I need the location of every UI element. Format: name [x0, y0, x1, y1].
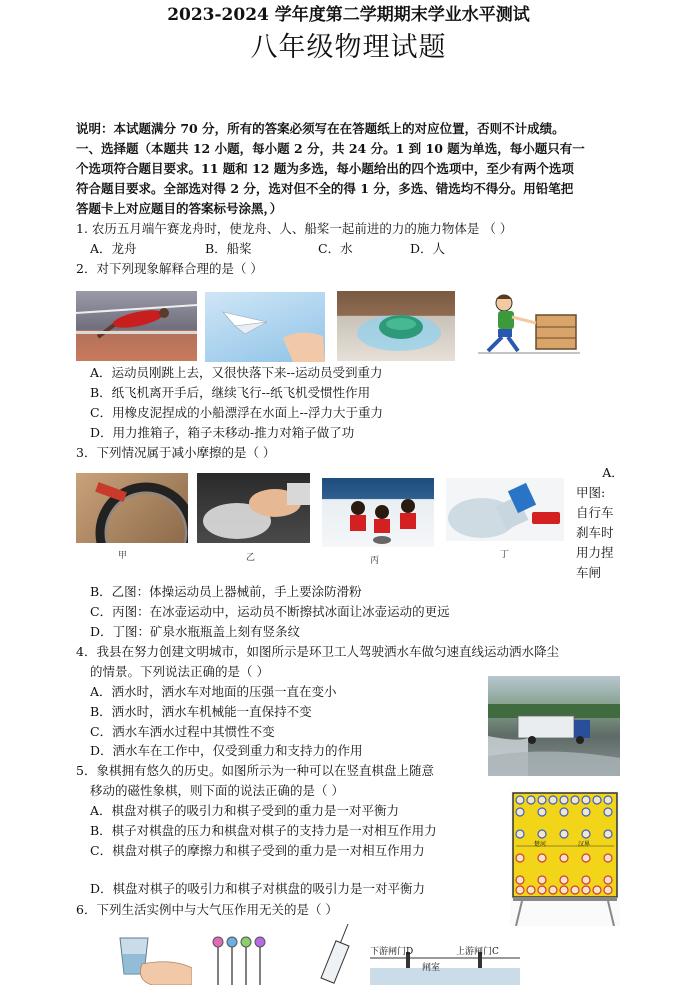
question-2-option-c: C．用橡皮泥捏成的小船漂浮在水面上--浮力大于重力 [90, 405, 384, 420]
question-3-stem: 3．下列情况属于减小摩擦的是（ ） [76, 445, 276, 460]
question-5-stem-line-2: 移动的磁性象棋，则下面的说法正确的是（ ） [90, 783, 344, 798]
chess-piece [571, 796, 579, 804]
chess-piece [516, 876, 524, 884]
lock-label-upstream-gate: 上游闸门C [456, 947, 499, 957]
chess-piece [516, 796, 524, 804]
question-2-option-b: B．纸飞机离开手后，继续飞行--纸飞机受惯性作用 [90, 385, 371, 400]
section-instructions-line-3: 符合题目要求。全部选对得 2 分，选对但不全的得 1 分，多选、错选均不得分。用铅笔把 [76, 181, 574, 196]
section-instructions-line-2: 个选项符合题目要求。11 题和 12 题为多选，每小题给出的四个选项中，至少有两个选项 [76, 161, 574, 176]
question-4-option-c: C．洒水车洒水过程中其惯性不变 [90, 724, 275, 739]
high-jump-photo [76, 291, 197, 361]
exam-subject-title: 八年级物理试题 [250, 32, 447, 63]
chess-piece [582, 876, 590, 884]
question-4-option-d: D．洒水车在工作中，仅受到重力和支持力的作用 [90, 743, 363, 758]
question-5-option-c: C．棋盘对棋子的摩擦力和棋子受到的重力是一对相互作用力 [90, 843, 425, 858]
chess-piece [516, 808, 524, 816]
chess-piece [560, 830, 568, 838]
question-4-stem-line-1: 4．我县在努力创建文明城市，如图所示是环卫工人驾驶洒水车做匀速直线运动洒水降尘 [76, 644, 559, 659]
chess-piece [604, 808, 612, 816]
bicycle-brake-photo [76, 473, 188, 543]
question-4-option-b: B．洒水时，洒水车机械能一直保持不变 [90, 704, 312, 719]
chess-piece [538, 830, 546, 838]
chess-piece [582, 796, 590, 804]
instructions-note: 说明：本试题满分 70 分，所有的答案必须写在在答题纸上的对应位置，否则不计成绩。 [76, 121, 565, 136]
chess-piece [604, 886, 612, 894]
chess-piece [582, 830, 590, 838]
chess-river-label-2: 汉界 [578, 841, 591, 848]
question-5-option-d: D．棋盘对棋子的吸引力和棋子对棋盘的吸引力是一对平衡力 [90, 881, 426, 896]
magnetic-chess-board-photo [510, 790, 620, 926]
question-5-option-a: A．棋盘对棋子的吸引力和棋子受到的重力是一对平衡力 [90, 803, 400, 818]
lock-label-chamber: 闸室 [422, 963, 441, 973]
chess-piece [604, 876, 612, 884]
chess-piece [560, 876, 568, 884]
figure-caption-yi: 乙 [246, 553, 256, 563]
chess-piece [549, 796, 557, 804]
question-2-option-a: A．运动员刚跳上去，又很快落下来--运动员受到重力 [90, 365, 383, 380]
question-1-option-c: C．水 [318, 241, 353, 256]
question-1-option-d: D．人 [410, 241, 446, 256]
question-3-option-c: C．丙图：在冰壶运动中，运动员不断擦拭冰面让冰壶运动的更远 [90, 604, 450, 619]
question-1-option-a: A．龙舟 [90, 241, 137, 256]
section-instructions-line-1: 一、选择题（本题共 12 小题，每小题 2 分，共 24 分。1 到 10 题为单选，每小题只有一 [76, 141, 585, 156]
question-3-option-a-line-2: 自行车 [576, 505, 614, 520]
chess-piece [538, 876, 546, 884]
question-1-option-b: B．船桨 [205, 241, 252, 256]
chess-piece [538, 796, 546, 804]
boy-pushing-box-illustration [478, 289, 580, 361]
chess-piece [604, 830, 612, 838]
chess-piece [516, 886, 524, 894]
question-3-option-a-label: A． [602, 465, 624, 480]
cup-on-hand-illustration [112, 934, 192, 985]
chess-river-label-1: 楚河 [534, 841, 547, 848]
question-6-stem: 6．下列生活实例中与大气压作用无关的是（ ） [76, 902, 338, 917]
sprinkler-truck-photo [488, 676, 620, 776]
question-5-option-b: B．棋子对棋盘的压力和棋盘对棋子的支持力是一对相互作用力 [90, 823, 437, 838]
chess-piece [593, 796, 601, 804]
figure-caption-jia: 甲 [118, 551, 128, 561]
chess-piece [538, 854, 546, 862]
chess-piece [527, 796, 535, 804]
section-instructions-line-4: 答题卡上对应题目的答案标号涂黑，） [76, 201, 283, 216]
chess-piece [527, 886, 535, 894]
chess-piece [604, 854, 612, 862]
question-2-option-d: D．用力推箱子，箱子未移动-推力对箱子做了功 [90, 425, 355, 440]
chess-piece [582, 886, 590, 894]
question-3-option-d: D．丁图：矿泉水瓶瓶盖上刻有竖条纹 [90, 624, 301, 639]
figure-caption-bing: 丙 [370, 556, 380, 566]
ship-lock-diagram [370, 944, 520, 985]
question-2-stem: 2．对下列现象解释合理的是（ ） [76, 261, 263, 276]
question-3-option-b: B．乙图：体操运动员上器械前，手上要涂防滑粉 [90, 584, 362, 599]
suction-hooks-illustration [210, 934, 270, 985]
chess-piece [538, 808, 546, 816]
figure-caption-ding: 丁 [500, 550, 510, 560]
bottle-cap-photo [446, 478, 564, 541]
gymnast-chalk-photo [197, 473, 310, 543]
chess-piece [604, 796, 612, 804]
question-5-stem-line-1: 5．象棋拥有悠久的历史。如图所示为一种可以在竖直棋盘上随意 [76, 763, 434, 778]
question-4-option-a: A．洒水时，洒水车对地面的压强一直在变小 [90, 684, 337, 699]
exam-title: 2023-2024 学年度第二学期期末学业水平测试 [167, 5, 530, 25]
question-3-option-a-line-1: 甲图: [576, 485, 606, 500]
chess-piece [560, 854, 568, 862]
question-3-option-a-line-3: 刹车时 [576, 525, 614, 540]
chess-piece [571, 886, 579, 894]
chess-piece [582, 854, 590, 862]
syringe-illustration [310, 924, 360, 985]
chess-piece [560, 796, 568, 804]
chess-piece [560, 808, 568, 816]
chess-piece [516, 854, 524, 862]
chess-piece [560, 886, 568, 894]
chess-piece [593, 886, 601, 894]
question-3-option-a-line-4: 用力捏 [576, 545, 614, 560]
question-3-option-a-line-5: 车闸 [576, 565, 602, 580]
chess-piece [538, 886, 546, 894]
question-4-stem-line-2: 的情景。下列说法正确的是（ ） [90, 664, 269, 679]
clay-boat-photo [337, 291, 455, 361]
curling-photo [322, 478, 434, 547]
lock-label-downstream-gate: 下游闸门D [370, 947, 414, 957]
chess-piece [549, 886, 557, 894]
chess-piece [582, 808, 590, 816]
chess-piece [516, 830, 524, 838]
question-1-stem: 1. 农历五月端午赛龙舟时，使龙舟、人、船桨一起前进的力的施力物体是 （ ） [76, 221, 513, 236]
paper-plane-photo [205, 292, 325, 362]
